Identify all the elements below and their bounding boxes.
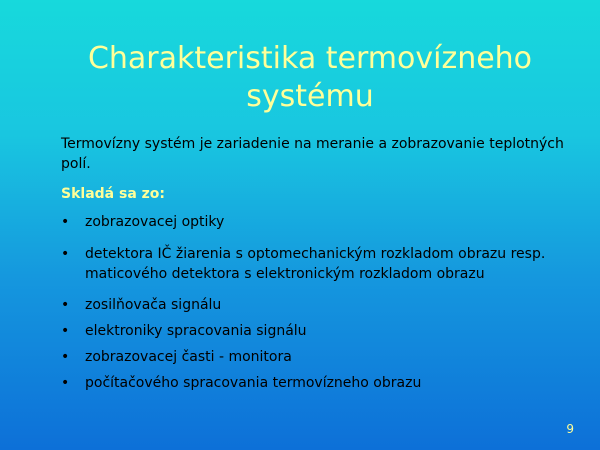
bullet-icon: • xyxy=(61,375,70,391)
list-item-text: počítačového spracovania termovízneho obrazu xyxy=(85,375,422,391)
list-item xyxy=(61,321,581,341)
component-list xyxy=(61,212,581,393)
list-item xyxy=(61,244,581,284)
list-item-text: detektora IČ žiarenia s optomechanickým rozkladom obrazu resp. maticového detektora s elektronickým rozkladom obrazu xyxy=(85,246,546,282)
intro-text: Termovízny systém je zariadenie na meranie a zobrazovanie teplotných polí. xyxy=(61,136,564,172)
subheading: Skladá sa zo: xyxy=(61,186,166,202)
bullet-icon: • xyxy=(61,323,70,339)
bullet-icon: • xyxy=(61,297,70,313)
list-item xyxy=(61,373,581,393)
list-item xyxy=(61,347,581,367)
bullet-icon: • xyxy=(61,246,70,262)
list-item-text: zobrazovacej časti - monitora xyxy=(85,349,292,365)
list-item xyxy=(61,212,581,232)
list-item-text: zosilňovača signálu xyxy=(85,297,222,313)
list-item-text: zobrazovacej optiky xyxy=(85,214,225,230)
page-number: 9 xyxy=(566,422,574,436)
bullet-icon: • xyxy=(61,214,70,230)
slide-content xyxy=(61,134,581,393)
bullet-icon: • xyxy=(61,349,70,365)
list-item xyxy=(61,295,581,315)
list-item-text: elektroniky spracovania signálu xyxy=(85,323,307,339)
slide-title: Charakteristika termovízneho systému xyxy=(87,41,533,114)
